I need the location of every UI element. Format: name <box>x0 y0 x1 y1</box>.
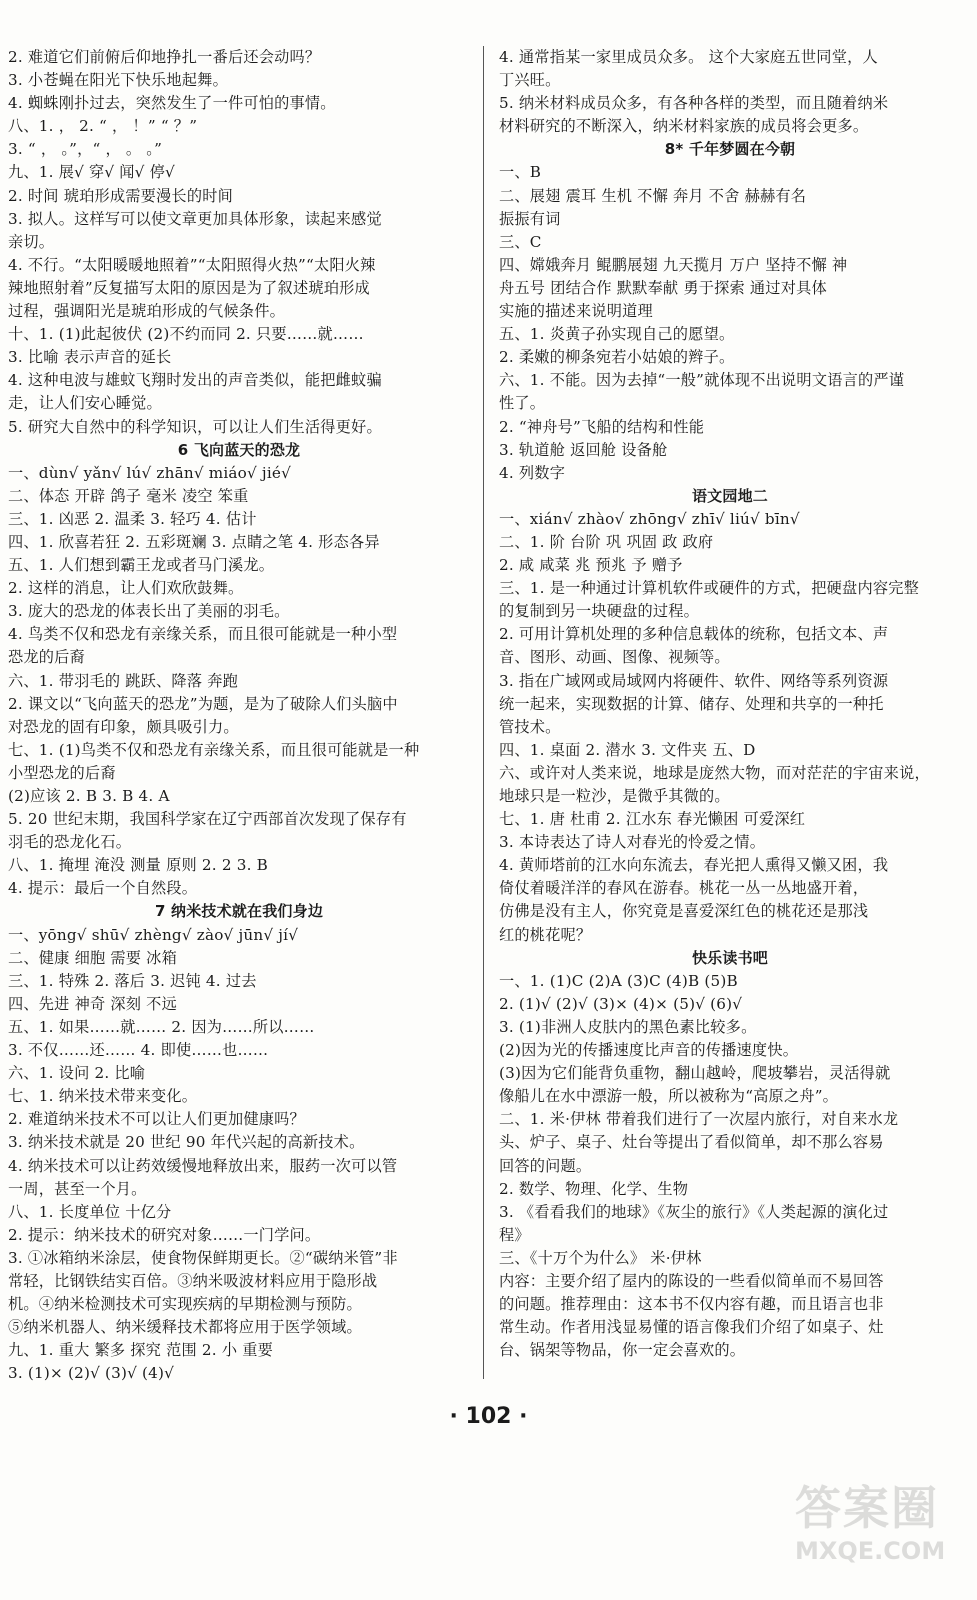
answer-line: 三、1. 凶恶 2. 温柔 3. 轻巧 4. 估计 <box>8 509 257 528</box>
answer-line: 3. 不仅……还…… 4. 即使……也…… <box>8 1041 269 1060</box>
answer-line: (2)应该 2. B 3. B 4. A <box>8 787 170 805</box>
answer-line: 红的桃花呢？ <box>499 925 592 944</box>
answer-line: 八、1. ， 2. “ ， ！” “ ？” <box>8 117 198 136</box>
answer-line: 2. “神舟号”飞船的结构和性能 <box>499 417 705 436</box>
section-heading: 7 纳米技术就在我们身边 <box>154 902 324 921</box>
section-heading: 语文园地二 <box>691 486 768 505</box>
answer-line: 3. (1)× (2)√ (3)√ (4)√ <box>8 1364 175 1383</box>
answer-line: 4. 列数字 <box>499 463 566 482</box>
answer-line: (2)因为光的传播速度比声音的传播速度快。 <box>499 1041 799 1060</box>
left-column <box>8 46 470 1385</box>
answer-line: 2. 时间 琥珀形成需要漫长的时间 <box>8 186 233 205</box>
answer-line: 九、1. 重大 繁多 探究 范围 2. 小 重要 <box>8 1341 274 1360</box>
watermark-text: 答案圈 <box>795 1481 939 1535</box>
answer-line: 四、1. 欣喜若狂 2. 五彩斑斓 3. 点睛之笔 4. 形态各异 <box>8 532 380 551</box>
answer-line: 2. 数学、物理、化学、生物 <box>499 1179 689 1198</box>
answer-line: 2. 这样的消息，让人们欢欣鼓舞。 <box>8 579 244 598</box>
answer-line: 2. (1)√ (2)√ (3)× (4)× (5)√ (6)√ <box>499 994 743 1013</box>
answer-line: 2. 咸 咸菜 兆 预兆 予 赠予 <box>499 556 683 575</box>
answer-line: 机。④纳米检测技术可实现疾病的早期检测与预防。 <box>8 1295 362 1314</box>
answer-line: 二、健康 细胞 需要 冰箱 <box>8 948 177 967</box>
answer-line: 5. 研究大自然中的科学知识，可以让人们生活得更好。 <box>8 417 382 436</box>
answer-line: 4. 通常指某一家里成员众多。 这个大家庭五世同堂，人 <box>499 48 878 66</box>
answer-line: 性了。 <box>499 394 546 413</box>
answer-line: 统一起来，实现数据的计算、储存、处理和共享的一种托 <box>499 694 884 713</box>
answer-line: 3. ①冰箱纳米涂层，使食物保鲜期更长。②“碳纳米管”非 <box>8 1248 398 1267</box>
answer-line: 3. 比喻 表示声音的延长 <box>8 348 172 367</box>
answer-line: 4. 纳米技术可以让药效缓慢地释放出来，服药一次可以管 <box>8 1156 398 1175</box>
answer-line: 八、1. 长度单位 十亿分 <box>8 1202 172 1221</box>
answer-line: 七、1. 纳米技术带来变化。 <box>8 1087 198 1106</box>
answer-line: 3. 纳米技术就是 20 世纪 90 年代兴起的高新技术。 <box>8 1133 365 1152</box>
answer-line: 3. “ ， 。”，“ ， 。 。” <box>8 140 163 159</box>
answer-line: 材料研究的不断深入，纳米材料家族的成员将会更多。 <box>499 117 869 136</box>
answer-line: 八、1. 掩埋 淹没 测量 原则 2. 2 3. B <box>8 856 268 875</box>
answer-line: 对恐龙的固有印象，颇具吸引力。 <box>8 717 239 736</box>
answer-line: 实施的描述来说明道理 <box>499 302 653 321</box>
answer-line: 2. 难道纳米技术不可以让人们更加健康吗？ <box>8 1110 305 1129</box>
answer-line: 一周，甚至一个月。 <box>8 1179 147 1198</box>
answer-line: 二、1. 米·伊林 带着我们进行了一次屋内旅行，对自来水龙 <box>499 1110 899 1129</box>
answer-line: 一、yōng√ shū√ zhèng√ zào√ jūn√ jí√ <box>8 925 299 944</box>
answer-line: 七、1. 唐 杜甫 2. 江水东 春光懒困 可爱深红 <box>499 810 806 829</box>
answer-line: 3. 本诗表达了诗人对春光的怜爱之情。 <box>499 833 766 852</box>
section-heading: 快乐读书吧 <box>691 948 768 967</box>
answer-line: 小型恐龙的后裔 <box>8 763 116 782</box>
answer-line: 二、体态 开辟 鸽子 毫米 凌空 笨重 <box>8 486 249 505</box>
answer-line: 5. 纳米材料成员众多，有各种各样的类型，而且随着纳米 <box>499 94 889 113</box>
answer-line: 九、1. 展√ 穿√ 闻√ 停√ <box>8 163 175 182</box>
answer-line: 一、1. (1)C (2)A (3)C (4)B (5)B <box>499 971 738 990</box>
answer-line: 4. 不行。“太阳暖暖地照着”“太阳照得火热”“太阳火辣 <box>8 255 376 274</box>
column-divider <box>483 46 484 1379</box>
answer-line: 4. 蜘蛛刚扑过去，突然发生了一件可怕的事情。 <box>8 94 336 113</box>
answer-line: 六、或许对人类来说，地球是庞然大物，而对茫茫的宇宙来说， <box>499 763 930 782</box>
answer-line: 2. 可用计算机处理的多种信息载体的统称，包括文本、声 <box>499 625 889 644</box>
answer-line: 三、C <box>499 232 542 251</box>
answer-line: 2. 难道它们前俯后仰地挣扎一番后还会动吗？ <box>8 48 321 66</box>
answer-line: (3)因为它们能背负重物，翻山越岭，爬坡攀岩，灵活得就 <box>499 1064 891 1083</box>
answer-line: 舟五号 团结合作 默默奉献 勇于探索 通过对具体 <box>499 278 827 297</box>
answer-line: 辣地照射着”反复描写太阳的原因是为了叙述琥珀形成 <box>8 278 370 297</box>
answer-line: 四、嫦娥奔月 鲲鹏展翅 九天揽月 万户 坚持不懈 神 <box>499 255 848 274</box>
answer-line: 倚仗着暖洋洋的春风在游春。桃花一丛一丛地盛开着， <box>499 879 869 898</box>
answer-line: 常轻，比钢铁结实百倍。③纳米吸波材料应用于隐形战 <box>8 1271 378 1290</box>
answer-line: 2. 提示：纳米技术的研究对象……一门学问。 <box>8 1225 321 1244</box>
answer-line: 振振有词 <box>499 209 561 228</box>
answer-line: 丁兴旺。 <box>499 71 561 90</box>
answer-line: 4. 鸟类不仅和恐龙有亲缘关系，而且很可能就是一种小型 <box>8 625 398 644</box>
answer-line: 五、1. 如果……就…… 2. 因为……所以…… <box>8 1017 315 1036</box>
section-heading: 8* 千年梦圆在今朝 <box>664 140 796 159</box>
answer-line: 五、1. 人们想到霸王龙或者马门溪龙。 <box>8 556 275 575</box>
answer-line: 二、1. 阶 台阶 巩 巩固 政 政府 <box>499 532 714 551</box>
answer-line: 二、展翅 震耳 生机 不懈 奔月 不舍 赫赫有名 <box>499 186 807 205</box>
watermark-logo <box>795 1480 965 1590</box>
answer-line: 恐龙的后裔 <box>8 648 85 667</box>
answer-line: 3. 《看看我们的地球》《灰尘的旅行》《人类起源的演化过 <box>499 1202 889 1221</box>
answer-line: 2. 柔嫩的柳条宛若小姑娘的辫子。 <box>499 348 735 367</box>
watermark-url: MXQE.COM <box>795 1537 946 1565</box>
answer-line: 3. 小苍蝇在阳光下快乐地起舞。 <box>8 71 228 90</box>
answer-line: 音、图形、动画、图像、视频等。 <box>499 648 730 667</box>
answer-line: 四、1. 桌面 2. 潜水 3. 文件夹 五、D <box>499 740 756 759</box>
answer-line: 台、锅架等物品，你一定会喜欢的。 <box>499 1341 746 1360</box>
answer-line: 地球只是一粒沙，是微乎其微的。 <box>499 787 730 805</box>
answer-line: 的问题。推荐理由：这本书不仅内容有趣，而且语言也非 <box>499 1295 884 1314</box>
answer-line: 5. 20 世纪末期，我国科学家在辽宁西部首次发现了保存有 <box>8 810 407 829</box>
answer-line: 一、xián√ zhào√ zhōng√ zhī√ liú√ bīn√ <box>499 509 800 528</box>
answer-line: 三、1. 特殊 2. 落后 3. 迟钝 4. 过去 <box>8 971 257 990</box>
answer-line: ⑤纳米机器人、纳米缓释技术都将应用于医学领域。 <box>8 1318 362 1337</box>
answer-line: 三、1. 是一种通过计算机软件或硬件的方式，把硬盘内容完整 <box>499 579 919 598</box>
answer-line: 三、《十万个为什么》 米·伊林 <box>499 1248 702 1267</box>
answer-line: 内容：主要介绍了屋内的陈设的一些看似简单而不易回答 <box>499 1271 884 1290</box>
answer-line: 六、1. 设问 2. 比喻 <box>8 1064 146 1083</box>
answer-line: 4. 这种电波与雄蚊飞翔时发出的声音类似，能把雌蚊骗 <box>8 371 382 390</box>
answer-line: 头、炉子、桌子、灶台等提出了看似简单，却不那么容易 <box>499 1133 884 1152</box>
answer-line: 一、B <box>499 163 542 182</box>
right-column <box>499 46 961 1362</box>
answer-line: 3. 指在广域网或局域网内将硬件、软件、网络等系列资源 <box>499 671 889 690</box>
answer-line: 六、1. 带羽毛的 跳跃、降落 奔跑 <box>8 671 239 690</box>
answer-line: 3. (1)非洲人皮肤内的黑色素比较多。 <box>499 1017 757 1036</box>
answer-line: 七、1. (1)鸟类不仅和恐龙有亲缘关系，而且很可能就是一种 <box>8 740 420 759</box>
answer-line: 四、先进 神奇 深刻 不远 <box>8 994 177 1013</box>
answer-line: 管技术。 <box>499 717 561 736</box>
answer-line: 2. 课文以“飞向蓝天的恐龙”为题，是为了破除人们头脑中 <box>8 694 398 713</box>
answer-line: 六、1. 不能。因为去掉“一般”就体现不出说明文语言的严谨 <box>499 371 905 390</box>
answer-line: 4. 黄师塔前的江水向东流去，春光把人熏得又懒又困，我 <box>499 856 889 875</box>
answer-line: 羽毛的恐龙化石。 <box>8 833 132 852</box>
answer-line: 五、1. 炎黄子孙实现自己的愿望。 <box>499 325 735 344</box>
answer-line: 程》 <box>499 1225 530 1244</box>
answer-line: 的复制到另一块硬盘的过程。 <box>499 602 700 621</box>
answer-line: 3. 轨道舱 返回舱 设备舱 <box>499 440 668 459</box>
section-heading: 6 飞向蓝天的恐龙 <box>177 440 301 459</box>
answer-line: 过程，强调阳光是琥珀形成的气候条件。 <box>8 302 285 321</box>
answer-line: 3. 拟人。这样写可以使文章更加具体形象，读起来感觉 <box>8 209 382 228</box>
answer-line: 十、1. (1)此起彼伏 (2)不约而同 2. 只要……就…… <box>8 325 364 344</box>
answer-line: 常生动。作者用浅显易懂的语言像我们介绍了如桌子、灶 <box>499 1318 884 1337</box>
answer-line: 亲切。 <box>8 232 55 251</box>
answer-line: 仿佛是没有主人，你究竟是喜爱深红色的桃花还是那浅 <box>499 902 869 921</box>
answer-line: 走，让人们安心睡觉。 <box>8 394 162 413</box>
page-number: · 102 · <box>449 1404 528 1429</box>
answer-line: 回答的问题。 <box>499 1156 592 1175</box>
answer-line: 一、dùn√ yǎn√ lú√ zhān√ miáo√ jié√ <box>8 463 291 482</box>
answer-line: 3. 庞大的恐龙的体表长出了美丽的羽毛。 <box>8 602 290 621</box>
answer-line: 像船儿在水中漂游一般，所以被称为“高原之舟”。 <box>499 1087 839 1106</box>
answer-line: 4. 提示：最后一个自然段。 <box>8 879 198 898</box>
